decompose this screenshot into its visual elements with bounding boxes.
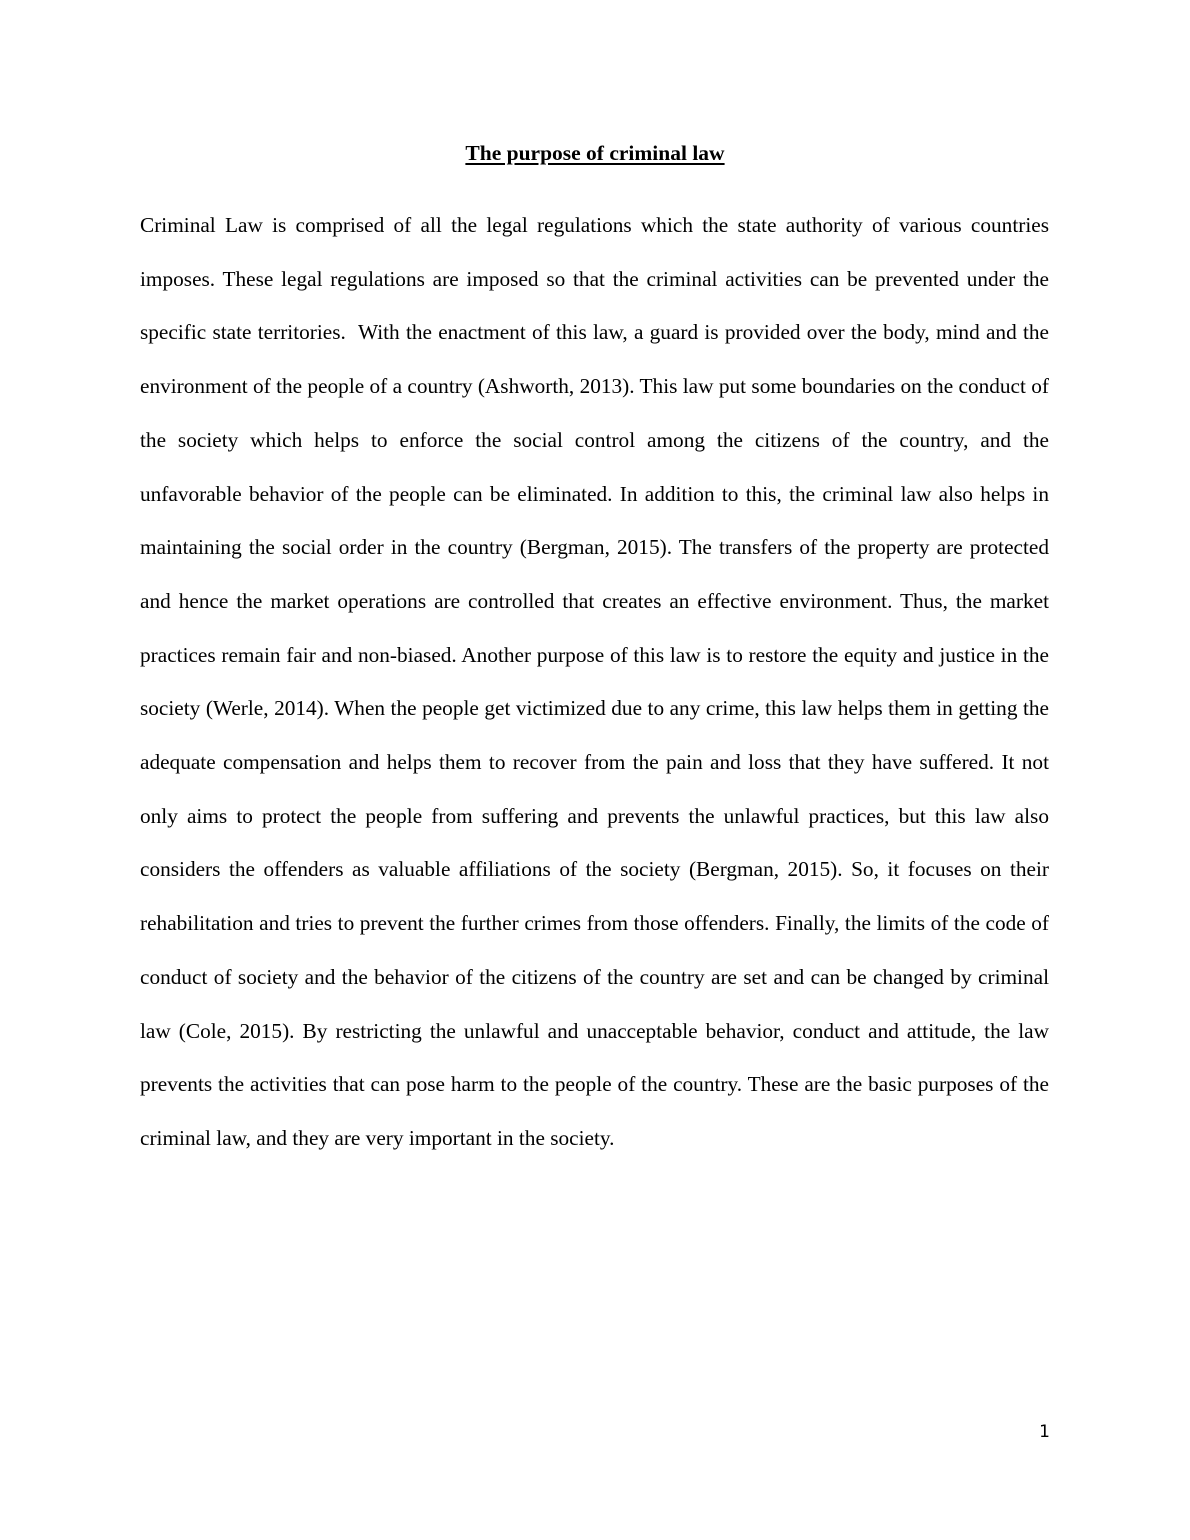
page-title-text: The purpose of criminal law	[465, 141, 725, 165]
body-paragraph: Criminal Law is comprised of all the legal regulations which the state authority of various countries imposes. These legal regulations are imposed so that the criminal activities can be prevented under the specific state territories. With the enactment of this law, a guard is provided over the body, mind and the environment of the people of a country (Ashworth, 2013). This law put some boundaries on the conduct of the society which helps to enforce the social control among the citizens of the country, and the unfavorable behavior of the people can be eliminated. In addition to this, the criminal law also helps in maintaining the social order in the country (Bergman, 2015). The transfers of the property are protected and hence the market operations are controlled that creates an effective environment. Thus, the market practices remain fair and non-biased. Another purpose of this law is to restore the equity and justice in the society (Werle, 2014). When the people get victimized due to any crime, this law helps them in getting the adequate compensation and helps them to recover from the pain and loss that they have suffered. It not only aims to protect the people from suffering and prevents the unlawful practices, but this law also considers the offenders as valuable affiliations of the society (Bergman, 2015). So, it focuses on their rehabilitation and tries to prevent the further crimes from those offenders. Finally, the limits of the code of conduct of society and the behavior of the citizens of the country are set and can be changed by criminal law (Cole, 2015). By restricting the unlawful and unacceptable behavior, conduct and attitude, the law prevents the activities that can pose harm to the people of the country. These are the basic purposes of the criminal law, and they are very important in the society.	[140, 213, 1055, 1150]
page-title	[140, 138, 1050, 168]
page-number: 1	[1039, 1422, 1050, 1442]
